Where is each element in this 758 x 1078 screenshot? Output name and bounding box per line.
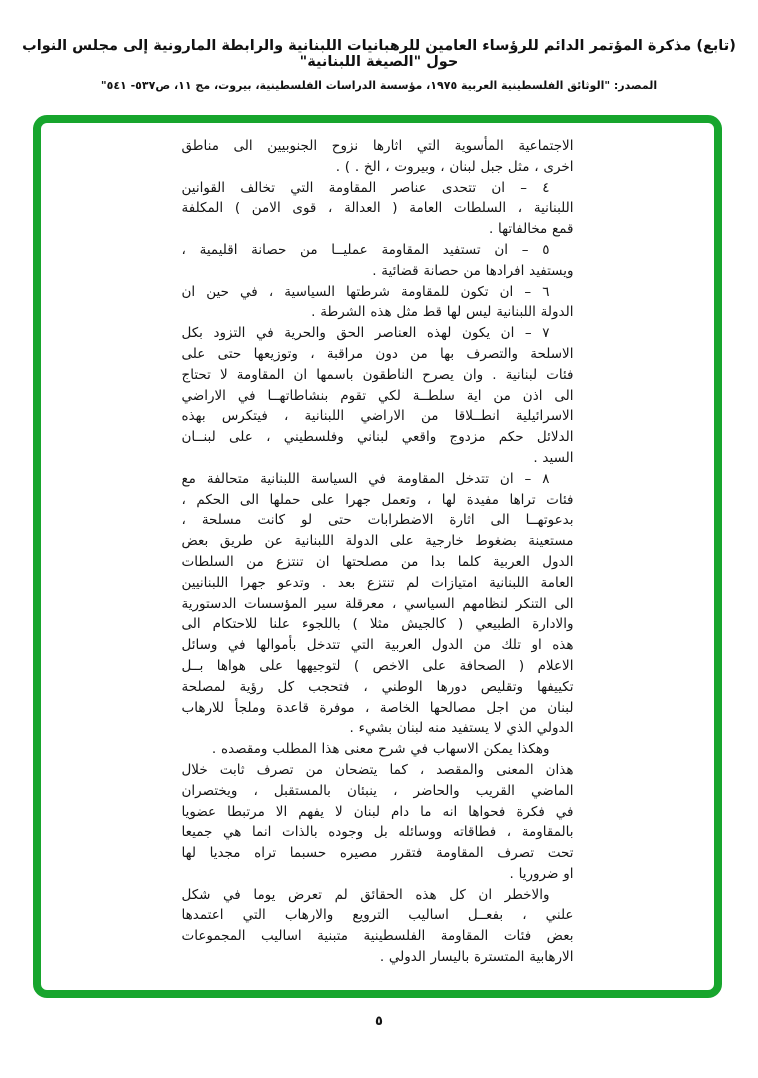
text-line: الماضي القريب والحاضر ، ينبئان بالمستقبل ، ويختصران (181, 782, 574, 799)
paragraph (182, 282, 574, 324)
text-line: والاخطر ان كل هذه الحقائق لم تعرض يوما في شكل (181, 886, 550, 903)
text-line: الدولي الذي لا يستفيد منه لبنان بشيء . (349, 720, 574, 737)
page-number: ٥ (375, 1014, 383, 1029)
text-line: العامة اللبنانية امتيازات لم تنتزع بعد . وتدعو جهرا اللبنانيين (181, 574, 574, 591)
text-line: تحت تصرف المقاومة فتقرر مصيره حسبما تراه مجديا لها (181, 845, 574, 862)
paragraph (182, 136, 574, 178)
document-header (0, 38, 758, 92)
text-line: بدعوتهــا الى اثارة الاضطرابات حتى لو كانت مسلحة ، (181, 512, 574, 529)
document-body (182, 136, 574, 968)
text-line: وهكذا يمكن الاسهاب في شرح معنى هذا المطلب ومقصده . (211, 741, 550, 758)
text-line: الاعلام ( الصحافة على الاخص ) لتوجيهها على هواها بــل (181, 657, 574, 674)
text-line: هذان المعنى والمقصد ، كما يتضحان من تصرف ثابت خلال (181, 761, 574, 778)
text-line: فئات لبنانية . وان يصرح الناطقون باسمها ان المقاومة لا تحتاج (181, 366, 574, 383)
document-title: (تابع) مذكرة المؤتمر الدائم للرؤساء العامين للرهبانيات اللبنانية والرابطة المارونية إلى مجلس النواب حول "الصيغة اللبنانية" (22, 38, 736, 70)
text-line: ٧ – ان يكون لهذه العناصر الحق والحرية في التزود بكل (181, 325, 550, 342)
text-line: قمع مخالفاتها . (488, 221, 574, 238)
text-line: ٤ – ان تتحدى عناصر المقاومة التي تخالف القوانين (181, 179, 550, 196)
paragraph (182, 323, 574, 469)
paragraph (182, 469, 574, 739)
text-line: تكييفها وتقليص دورها الوطني ، فتحجب كل رؤية لمصلحة (181, 678, 574, 695)
paragraph (182, 760, 574, 885)
text-line: الارهابية المتسترة باليسار الدولي . (379, 949, 574, 966)
text-line: في فكرة فحواها انه ما دام لبنان لا يفهم الا مرتبطا عضويا (181, 803, 574, 820)
text-line: او ضروريا . (509, 865, 574, 882)
text-line: اخرى ، مثل جبل لبنان ، وبيروت ، الخ . ) . (335, 158, 574, 175)
text-line: اللبنانية ، السلطات العامة ( العدالة ، قوى الامن ) المكلفة (181, 200, 574, 217)
text-line: الدول العربية كلما بدا من مصلحتها ان تنتزع من السلطات (181, 553, 574, 570)
paragraph (182, 739, 574, 760)
text-line: بعض فئات المقاومة الفلسطينية متبنية اساليب المجموعات (181, 928, 574, 945)
text-line: ويستفيد افرادها من حصانة قضائية . (372, 262, 574, 279)
document-source-citation: المصدر: "الوثائق الفلسطينية العربية ١٩٧٥، مؤسسة الدراسات الفلسطينية، بيروت، مج ١١، ص٥٣٧- ٥٤١" (100, 79, 658, 92)
text-line: الدولة اللبنانية ليس لها قط مثل هذه الشرطة . (311, 304, 574, 321)
text-line: والادارة الطبيعي ( كالجيش مثلا ) باللجوء علنا للاحتكام الى (181, 616, 574, 633)
paragraph (182, 885, 574, 968)
text-line: الاجتماعية المأسوية التي اثارها نزوح الجنوبيين الى مناطق (181, 138, 574, 154)
text-line: ٥ – ان تستفيد المقاومة عمليــا من حصانة اقليمية ، (181, 241, 550, 258)
text-line: السيد . (533, 449, 574, 466)
text-line: بالمقاومة ، فطاقاته ووسائله بل وجوده بالذات انما هي جميعا (181, 824, 574, 841)
document-frame-border (33, 115, 722, 998)
text-line: فئات تراها مفيدة لها ، وتعمل جهرا على حملها الى الحكم ، (181, 491, 574, 508)
text-line: الى التنكر لنظامهم السياسي ، معرقلة سير المؤسسات الدستورية (181, 595, 574, 612)
text-line: ٨ – ان تتدخل المقاومة في السياسة اللبنانية متحالفة مع (181, 470, 550, 487)
text-line: علني ، بفعــل اساليب الترويع والارهاب التي اعتمدها (181, 907, 574, 924)
paragraph (182, 240, 574, 282)
text-line: الاسرائيلية انطــلاقا من الاراضي اللبنانية ، فيتكرس بهذه (181, 408, 574, 425)
text-line: هذه او تلك من الدول العربية التي تتدخل بأموالها في وسائل (181, 637, 574, 654)
text-line: مستعينة بضغوط خارجية على الدولة اللبنانية عن طريق بعض (181, 533, 574, 550)
text-line: لبنان من اجل مصالحها الخاصة ، موفرة قاعدة وملجأ للارهاب (181, 699, 574, 716)
text-line: ٦ – ان تكون للمقاومة شرطتها السياسية ، في حين ان (181, 283, 550, 300)
text-line: الاسلحة والتصرف بها من دون مراقبة ، وتوزيعها حتى على (181, 345, 574, 362)
paragraph (182, 178, 574, 240)
text-line: الدلائل حكم مزدوج واقعي لبناني وفلسطيني ، على لبنــان (181, 429, 574, 446)
text-line: الى اذن من اية سلطــة لكي تقوم بنشاطاتهــا في الاراضي (181, 387, 574, 404)
